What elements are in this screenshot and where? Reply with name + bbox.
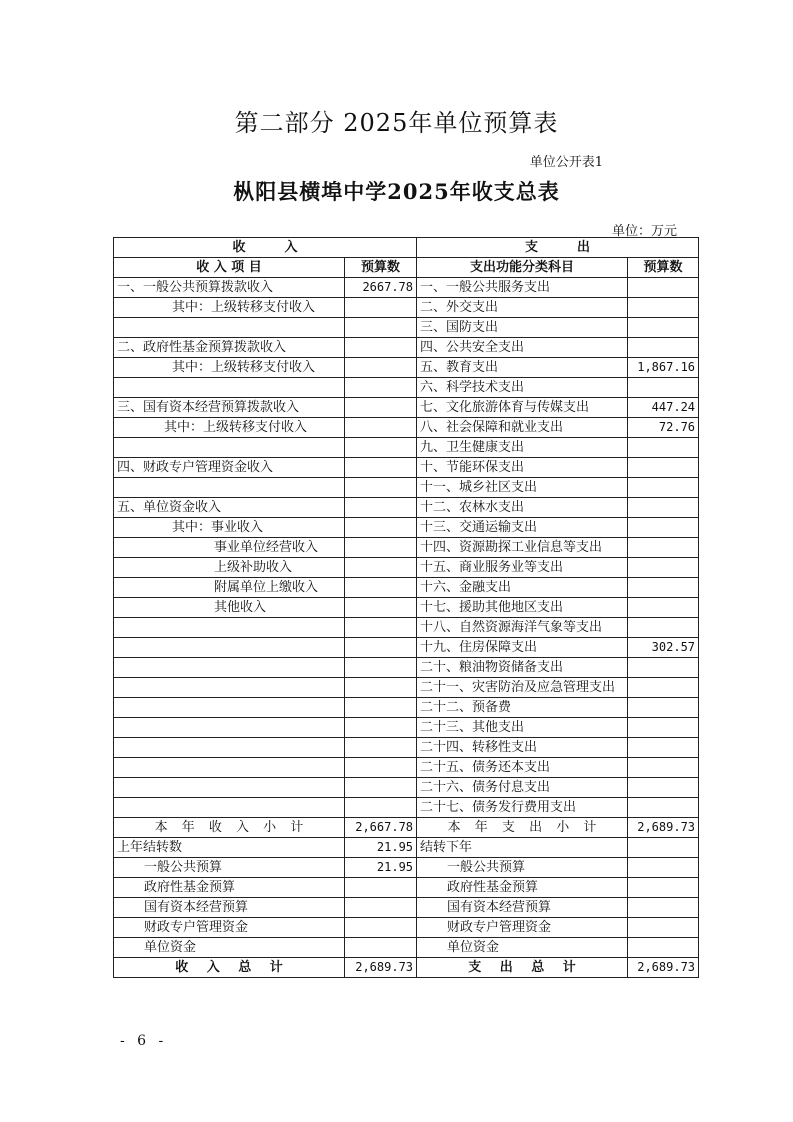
income-item: 本 年 收 入 小 计 (114, 818, 345, 838)
income-value (345, 678, 417, 698)
expense-value (628, 858, 699, 878)
expense-value (628, 738, 699, 758)
carry-row (114, 858, 699, 878)
table-row (114, 358, 699, 378)
income-value (345, 698, 417, 718)
expense-item-header: 支出功能分类科目 (417, 258, 628, 278)
income-item: 上年结转数 (114, 838, 345, 858)
income-value (345, 578, 417, 598)
income-item: 单位资金 (114, 938, 345, 958)
expense-budget-header: 预算数 (628, 258, 699, 278)
header-row-sections (114, 238, 699, 258)
income-value (345, 538, 417, 558)
expense-item: 十、节能环保支出 (417, 458, 628, 478)
income-value (345, 298, 417, 318)
table-row (114, 338, 699, 358)
expense-item: 一般公共预算 (417, 858, 628, 878)
expense-value (628, 618, 699, 638)
income-item (114, 798, 345, 818)
income-item: 事业单位经营收入 (114, 538, 345, 558)
income-item: 上级补助收入 (114, 558, 345, 578)
income-item-header: 收 入 项 目 (114, 258, 345, 278)
income-value (345, 798, 417, 818)
expense-value (628, 458, 699, 478)
income-item (114, 638, 345, 658)
expense-value: 1,867.16 (628, 358, 699, 378)
header-row-columns (114, 258, 699, 278)
expense-item: 结转下年 (417, 838, 628, 858)
expense-item: 二十、粮油物资储备支出 (417, 658, 628, 678)
expense-item: 十一、城乡社区支出 (417, 478, 628, 498)
expense-value (628, 578, 699, 598)
expense-value (628, 918, 699, 938)
income-item: 其中：事业收入 (114, 518, 345, 538)
income-item: 其中：上级转移支付收入 (114, 418, 345, 438)
expense-item: 二十一、灾害防治及应急管理支出 (417, 678, 628, 698)
part-title: 第二部分 2025年单位预算表 (234, 109, 559, 137)
table-row (114, 278, 699, 298)
expense-item: 十三、交通运输支出 (417, 518, 628, 538)
table-row (114, 758, 699, 778)
income-value (345, 738, 417, 758)
expense-value (628, 538, 699, 558)
expense-value (628, 878, 699, 898)
income-item: 其中：上级转移支付收入 (114, 298, 345, 318)
income-value (345, 658, 417, 678)
expense-item: 十五、商业服务业等支出 (417, 558, 628, 578)
income-value (345, 478, 417, 498)
table-number: 单位公开表1 (529, 155, 603, 170)
income-value (345, 338, 417, 358)
table-row (114, 638, 699, 658)
expense-item: 国有资本经营预算 (417, 898, 628, 918)
expense-item: 单位资金 (417, 938, 628, 958)
expense-value (628, 498, 699, 518)
expense-item: 四、公共安全支出 (417, 338, 628, 358)
income-item (114, 778, 345, 798)
table-row (114, 318, 699, 338)
income-value (345, 898, 417, 918)
income-value (345, 358, 417, 378)
income-value: 2,689.73 (345, 958, 417, 978)
income-value (345, 438, 417, 458)
income-value (345, 638, 417, 658)
expense-item: 本 年 支 出 小 计 (417, 818, 628, 838)
expense-value (628, 298, 699, 318)
table-row (114, 438, 699, 458)
income-item (114, 658, 345, 678)
income-value: 2,667.78 (345, 818, 417, 838)
table-row (114, 378, 699, 398)
total-row (114, 958, 699, 978)
expense-value (628, 378, 699, 398)
income-value (345, 318, 417, 338)
income-value (345, 598, 417, 618)
expense-section-header: 支 出 (417, 238, 699, 258)
expense-value (628, 558, 699, 578)
income-item (114, 318, 345, 338)
income-value: 2667.78 (345, 278, 417, 298)
expense-value (628, 838, 699, 858)
expense-value: 72.76 (628, 418, 699, 438)
income-value: 21.95 (345, 838, 417, 858)
table-row (114, 778, 699, 798)
income-item: 三、国有资本经营预算拨款收入 (114, 398, 345, 418)
expense-value: 302.57 (628, 638, 699, 658)
table-row (114, 578, 699, 598)
expense-value (628, 678, 699, 698)
income-item: 财政专户管理资金 (114, 918, 345, 938)
carry-row (114, 898, 699, 918)
expense-item: 二、外交支出 (417, 298, 628, 318)
income-value (345, 718, 417, 738)
income-item (114, 438, 345, 458)
expense-value (628, 698, 699, 718)
table-row (114, 418, 699, 438)
table-row (114, 658, 699, 678)
income-item: 国有资本经营预算 (114, 898, 345, 918)
income-item (114, 698, 345, 718)
budget-table (113, 237, 699, 978)
income-item (114, 478, 345, 498)
table-row (114, 718, 699, 738)
income-item: 附属单位上缴收入 (114, 578, 345, 598)
expense-value (628, 938, 699, 958)
expense-item: 十九、住房保障支出 (417, 638, 628, 658)
table-row (114, 738, 699, 758)
expense-value (628, 598, 699, 618)
expense-value (628, 438, 699, 458)
expense-item: 十六、金融支出 (417, 578, 628, 598)
income-value (345, 558, 417, 578)
income-item (114, 678, 345, 698)
income-value (345, 398, 417, 418)
income-value (345, 878, 417, 898)
expense-item: 十七、援助其他地区支出 (417, 598, 628, 618)
expense-item: 支 出 总 计 (417, 958, 628, 978)
income-item: 五、单位资金收入 (114, 498, 345, 518)
expense-value (628, 278, 699, 298)
income-value (345, 618, 417, 638)
subtotal-row (114, 818, 699, 838)
income-value (345, 378, 417, 398)
table-row (114, 538, 699, 558)
income-item: 其他收入 (114, 598, 345, 618)
table-row (114, 678, 699, 698)
income-value (345, 938, 417, 958)
carry-row (114, 878, 699, 898)
income-item (114, 718, 345, 738)
income-value (345, 458, 417, 478)
table-row (114, 518, 699, 538)
income-value (345, 778, 417, 798)
income-item: 政府性基金预算 (114, 878, 345, 898)
table-row (114, 698, 699, 718)
expense-value (628, 658, 699, 678)
income-value (345, 758, 417, 778)
table-row (114, 478, 699, 498)
expense-item: 九、卫生健康支出 (417, 438, 628, 458)
income-value (345, 918, 417, 938)
expense-item: 十八、自然资源海洋气象等支出 (417, 618, 628, 638)
unit-label: 单位：万元 (612, 224, 678, 239)
expense-item: 十二、农林水支出 (417, 498, 628, 518)
expense-value (628, 898, 699, 918)
table-row (114, 298, 699, 318)
income-item (114, 738, 345, 758)
expense-value: 2,689.73 (628, 958, 699, 978)
expense-item: 三、国防支出 (417, 318, 628, 338)
income-value: 21.95 (345, 858, 417, 878)
income-value (345, 498, 417, 518)
expense-item: 二十四、转移性支出 (417, 738, 628, 758)
expense-item: 五、教育支出 (417, 358, 628, 378)
expense-item: 十四、资源勘探工业信息等支出 (417, 538, 628, 558)
expense-item: 政府性基金预算 (417, 878, 628, 898)
table-row (114, 618, 699, 638)
income-item (114, 758, 345, 778)
table-row (114, 498, 699, 518)
carry-row (114, 938, 699, 958)
expense-item: 财政专户管理资金 (417, 918, 628, 938)
table-row (114, 598, 699, 618)
expense-item: 八、社会保障和就业支出 (417, 418, 628, 438)
table-row (114, 798, 699, 818)
expense-item: 六、科学技术支出 (417, 378, 628, 398)
expense-item: 七、文化旅游体育与传媒支出 (417, 398, 628, 418)
expense-value (628, 478, 699, 498)
income-item: 其中：上级转移支付收入 (114, 358, 345, 378)
expense-value (628, 338, 699, 358)
income-item: 二、政府性基金预算拨款收入 (114, 338, 345, 358)
table-row (114, 398, 699, 418)
expense-item: 二十三、其他支出 (417, 718, 628, 738)
income-section-header: 收 入 (114, 238, 417, 258)
expense-item: 二十五、债务还本支出 (417, 758, 628, 778)
expense-value (628, 758, 699, 778)
page-number: - 6 - (120, 1033, 168, 1049)
income-budget-header: 预算数 (345, 258, 417, 278)
income-item (114, 378, 345, 398)
expense-value (628, 318, 699, 338)
expense-value (628, 518, 699, 538)
expense-item: 一、一般公共服务支出 (417, 278, 628, 298)
expense-value: 2,689.73 (628, 818, 699, 838)
income-item (114, 618, 345, 638)
table-row (114, 458, 699, 478)
income-item: 一般公共预算 (114, 858, 345, 878)
income-item: 一、一般公共预算拨款收入 (114, 278, 345, 298)
income-item: 四、财政专户管理资金收入 (114, 458, 345, 478)
income-value (345, 418, 417, 438)
carry-row (114, 918, 699, 938)
expense-value (628, 798, 699, 818)
carry-row (114, 838, 699, 858)
table-row (114, 558, 699, 578)
expense-value (628, 718, 699, 738)
expense-item: 二十六、债务付息支出 (417, 778, 628, 798)
expense-item: 二十二、预备费 (417, 698, 628, 718)
expense-value: 447.24 (628, 398, 699, 418)
income-item: 收 入 总 计 (114, 958, 345, 978)
expense-item: 二十七、债务发行费用支出 (417, 798, 628, 818)
expense-value (628, 778, 699, 798)
income-value (345, 518, 417, 538)
main-title: 枞阳县横埠中学2025年收支总表 (233, 179, 560, 204)
